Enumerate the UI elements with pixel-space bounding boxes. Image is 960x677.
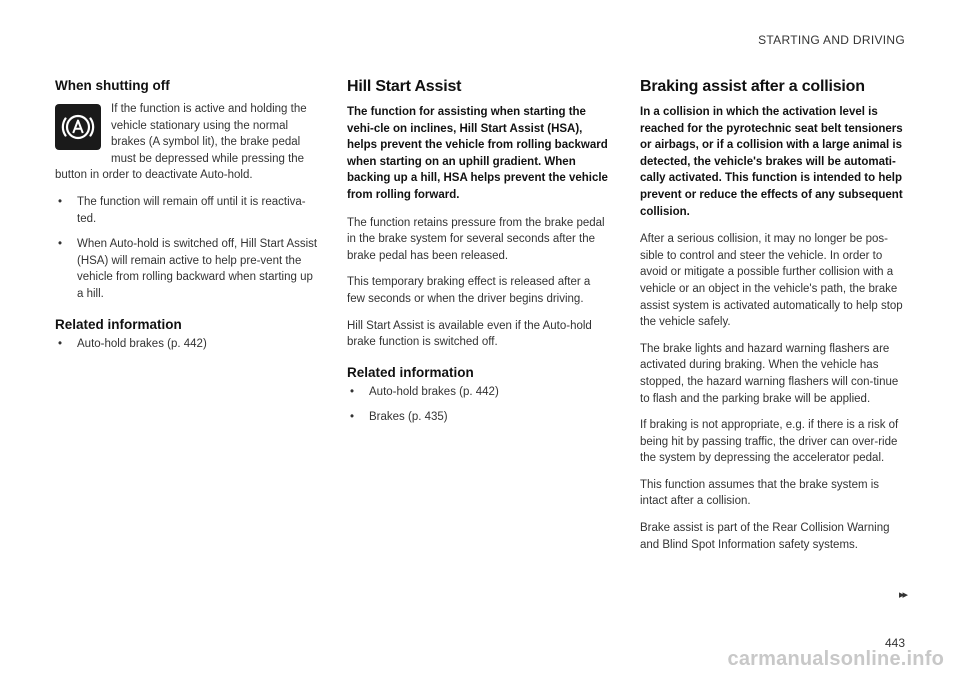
heading-hill-start-assist: Hill Start Assist <box>347 78 462 95</box>
related-information-list <box>55 336 320 353</box>
braking-assist-intro: In a collision in which the activation level is reached for the pyrotechnic seat belt tensioners or airbags, or if a collision with a large animal is detected, the vehicle's brakes will be automati-cally activated. This function is intended to help prevent or reduce the effects of any subsequent collision. <box>640 106 903 218</box>
column-hill-start-assist <box>347 78 609 436</box>
watermark: carmanualsonline.info <box>727 648 944 670</box>
column-when-shutting-off <box>55 78 320 362</box>
page-header-section: STARTING AND DRIVING <box>758 33 905 47</box>
braking-assist-paragraph: If braking is not appropriate, e.g. if there is a risk of being hit by passing traffic, the driver can over-ride the system by depressing the accelerator pedal. <box>640 419 899 465</box>
hill-start-intro: The function for assisting when starting the vehi-cle on inclines, Hill Start Assist (HSA), helps prevent the vehicle from rolling backward when starting on an uphill gradient. When backing up a hill, HSA helps prevent the vehicle from rolling forward. <box>347 106 608 201</box>
related-link-auto-hold-brakes[interactable]: • Auto-hold brakes (p. 442) <box>347 384 609 401</box>
related-information-heading: Related information <box>347 364 474 380</box>
related-information-list <box>347 384 609 426</box>
hill-start-paragraph: This temporary braking effect is released after a few seconds or when the driver begins driving. <box>347 276 591 305</box>
related-information-heading: Related information <box>55 316 182 332</box>
shutting-off-paragraph: If the function is active and holding the vehicle stationary using the normal brakes (A symbol lit), the brake pedal must be depressed while pressing the button in order to deactivate Auto-hold. <box>55 103 307 182</box>
related-link-auto-hold-brakes[interactable]: • Auto-hold brakes (p. 442) <box>55 336 320 353</box>
braking-assist-paragraph: The brake lights and hazard warning flashers are activated during braking. When the vehicle has stopped, the hazard warning flashers will con-tinue to flash and the parking brake will be applied. <box>640 342 899 405</box>
auto-hold-a-symbol-icon <box>55 104 101 150</box>
continue-arrows-icon: ▸▸ <box>898 589 906 601</box>
shutting-off-bullets <box>55 194 320 303</box>
related-link-brakes[interactable]: • Brakes (p. 435) <box>347 409 609 426</box>
list-item: • When Auto-hold is switched off, Hill Start Assist (HSA) will remain active to help pre-vent the vehicle from rolling backward when starting up a hill. <box>55 236 320 302</box>
heading-when-shutting-off: When shutting off <box>55 78 170 93</box>
list-item: • The function will remain off until it is reactiva-ted. <box>55 194 320 227</box>
braking-assist-paragraph: Brake assist is part of the Rear Collision Warning and Blind Spot Information safety systems. <box>640 522 890 551</box>
hill-start-paragraph: The function retains pressure from the brake pedal in the brake system for several seconds after the brake pedal has been released. <box>347 216 605 262</box>
page-number: 443 <box>884 636 905 650</box>
hill-start-paragraph: Hill Start Assist is available even if the Auto-hold brake function is switched off. <box>347 319 592 349</box>
braking-assist-paragraph: This function assumes that the brake system is intact after a collision. <box>640 478 880 508</box>
heading-braking-assist: Braking assist after a collision <box>640 78 865 95</box>
braking-assist-paragraph: After a serious collision, it may no longer be pos-sible to control and steer the vehicle. In order to avoid or mitigate a possible further collision with a vehicle or an object in the vehicle's path, the brake assist system is activated automatically to help stop the vehicle safely. <box>640 233 903 329</box>
column-braking-assist <box>640 78 908 563</box>
